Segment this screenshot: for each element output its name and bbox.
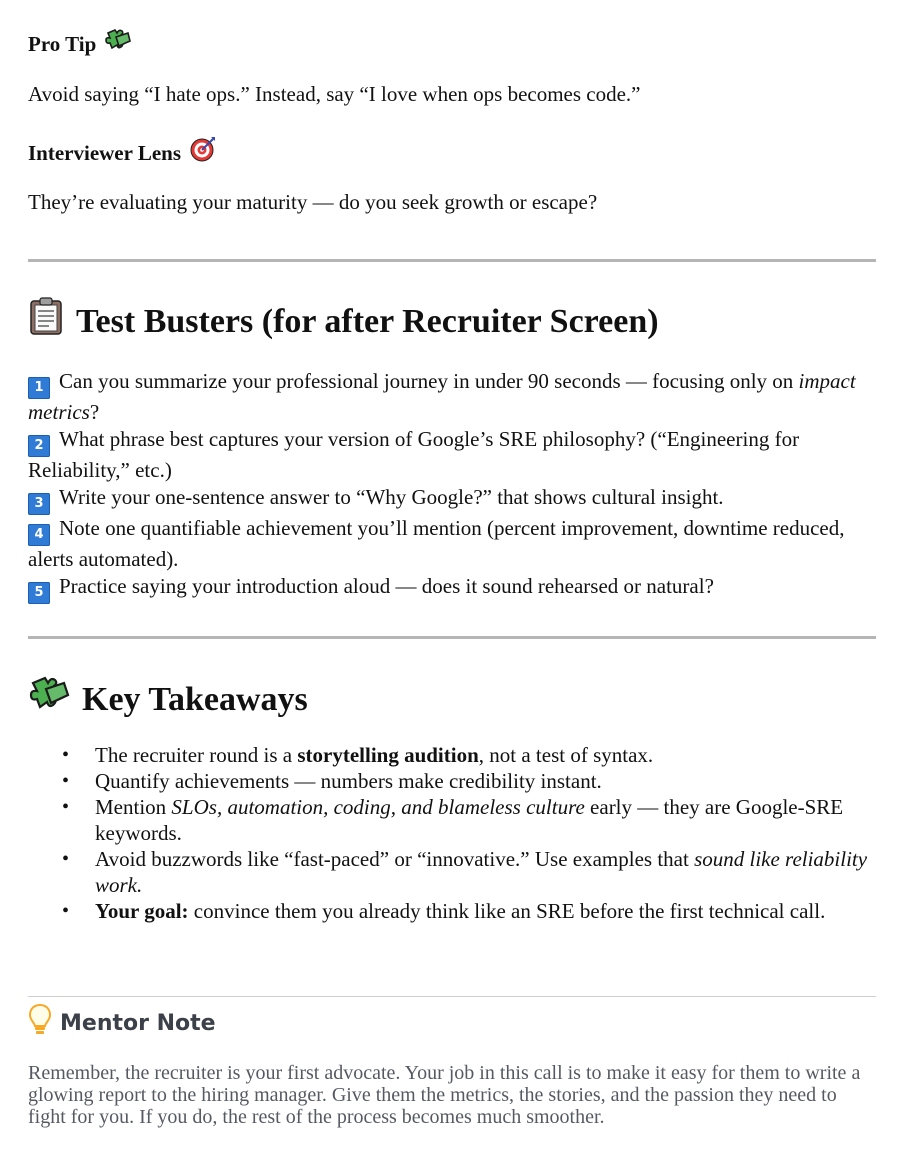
item-text: Note one quantifiable achievement you’ll mention (percent improvement, downtime reduced, alerts automated). bbox=[28, 516, 845, 571]
number-badge: 2 bbox=[28, 435, 50, 457]
item-text: Avoid buzzwords like “fast-paced” or “innovative.” Use examples that bbox=[95, 847, 695, 871]
item-text: The recruiter round is a bbox=[95, 743, 298, 767]
item-text: Write your one-sentence answer to “Why Google?” that shows cultural insight. bbox=[59, 485, 724, 509]
item-text-end: , not a test of syntax. bbox=[478, 743, 654, 767]
list-item bbox=[28, 368, 876, 426]
section-divider bbox=[28, 996, 876, 997]
pro-tip-heading-row bbox=[28, 27, 132, 60]
item-emphasis: SLOs, automation, coding, and blameless culture bbox=[171, 795, 585, 819]
key-takeaways-list bbox=[28, 742, 876, 924]
list-item bbox=[95, 794, 876, 846]
item-strong: storytelling audition bbox=[297, 743, 479, 767]
list-item bbox=[28, 484, 876, 515]
interviewer-lens-heading-row bbox=[28, 135, 217, 170]
item-text: Mention bbox=[95, 795, 172, 819]
key-takeaways-heading-row bbox=[28, 674, 308, 726]
section-divider bbox=[28, 259, 876, 262]
number-badge: 3 bbox=[28, 493, 50, 515]
list-item bbox=[28, 426, 876, 484]
section-divider bbox=[28, 636, 876, 639]
test-busters-heading: Test Busters (for after Recruiter Screen) bbox=[76, 303, 659, 340]
number-badge: 5 bbox=[28, 582, 50, 604]
mentor-note-heading: Mentor Note bbox=[60, 1010, 216, 1036]
item-strong: Your goal: bbox=[95, 899, 189, 923]
number-badge: 4 bbox=[28, 524, 50, 546]
interviewer-lens-text: They’re evaluating your maturity — do you seek growth or escape? bbox=[28, 190, 598, 214]
mentor-note-text: Remember, the recruiter is your first advocate. Your job in this call is to make it easy for them to write a glowing report to the hiring manager. Give them the metrics, the stories, and the passion they need to fight for you. If you do, the rest of the process becomes much smoother. bbox=[28, 1062, 861, 1128]
list-item bbox=[95, 846, 876, 898]
clipboard-icon bbox=[28, 296, 64, 348]
item-text: What phrase best captures your version of Google’s SRE philosophy? (“Engineering for Reliability,” etc.) bbox=[28, 427, 800, 482]
item-text-end: ? bbox=[89, 400, 100, 424]
list-item bbox=[95, 768, 876, 794]
number-badge: 1 bbox=[28, 377, 50, 399]
item-text-end: early — they are Google-SRE keywords. bbox=[95, 795, 844, 845]
puzzle-piece-icon bbox=[28, 674, 70, 726]
test-busters-heading-row bbox=[28, 296, 659, 348]
item-text: Can you summarize your professional journey in under 90 seconds — focusing only on bbox=[59, 369, 799, 393]
target-icon bbox=[189, 135, 217, 170]
item-text-end: convince them you already think like an SRE before the first technical call. bbox=[188, 899, 826, 923]
list-item bbox=[28, 515, 876, 573]
test-busters-list bbox=[28, 368, 876, 604]
pro-tip-heading: Pro Tip bbox=[28, 31, 97, 56]
list-item bbox=[95, 898, 876, 924]
pro-tip-text: Avoid saying “I hate ops.” Instead, say “I love when ops becomes code.” bbox=[28, 82, 641, 106]
lightbulb-icon bbox=[28, 1003, 52, 1043]
item-emphasis: sound like reliability work. bbox=[95, 847, 868, 897]
list-item bbox=[95, 742, 876, 768]
list-item bbox=[28, 573, 876, 604]
interviewer-lens-heading: Interviewer Lens bbox=[28, 140, 181, 165]
item-text: Practice saying your introduction aloud — does it sound rehearsed or natural? bbox=[59, 574, 714, 598]
mentor-note-heading-row bbox=[28, 1003, 216, 1043]
item-text: Quantify achievements — numbers make credibility instant. bbox=[95, 769, 602, 793]
key-takeaways-heading: Key Takeaways bbox=[82, 681, 308, 718]
item-emphasis: impact metrics bbox=[28, 369, 856, 424]
puzzle-piece-icon bbox=[104, 27, 132, 60]
